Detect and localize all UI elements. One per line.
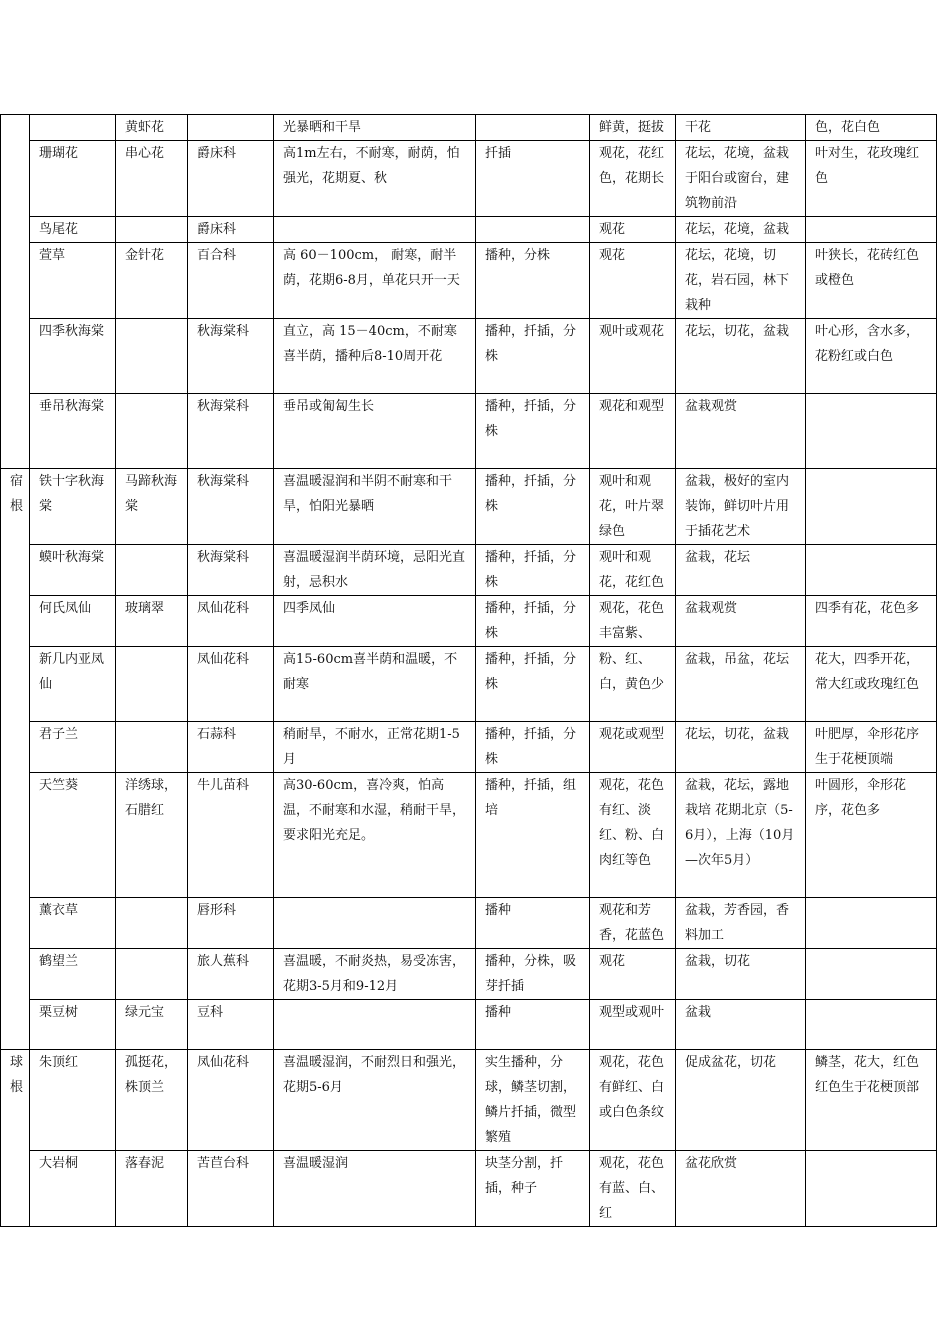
propagation-cell: 播种，扦插，组培: [476, 773, 590, 898]
table-row: [1, 394, 937, 469]
table-row: [1, 469, 937, 545]
habit-cell: 喜温暖，不耐炎热，易受冻害，花期3-5月和9-12月: [274, 949, 476, 1000]
plant-name-cell: 鸟尾花: [30, 217, 116, 243]
table-row: [1, 1050, 937, 1151]
propagation-cell: [476, 115, 590, 141]
family-cell: 秋海棠科: [188, 469, 274, 545]
ornamental-value-cell: 观花，花色有鲜红、白或白色条纹: [590, 1050, 676, 1151]
use-cell: 花坛，切花，盆栽: [676, 722, 806, 773]
habit-cell: 高15-60cm喜半荫和温暖，不耐寒: [274, 647, 476, 722]
ornamental-value-cell: 观花和观型: [590, 394, 676, 469]
propagation-cell: 块茎分割，扦插，种子: [476, 1151, 590, 1227]
features-cell: 色，花白色: [806, 115, 937, 141]
family-cell: 凤仙花科: [188, 596, 274, 647]
table-row: [1, 1151, 937, 1227]
habit-cell: [274, 217, 476, 243]
family-cell: 唇形科: [188, 898, 274, 949]
features-cell: [806, 394, 937, 469]
alias-cell: 孤挺花，株顶兰: [116, 1050, 188, 1151]
table-row: [1, 545, 937, 596]
table-row: [1, 596, 937, 647]
alias-cell: 马蹄秋海棠: [116, 469, 188, 545]
table-row: [1, 115, 937, 141]
habit-cell: 喜温暖湿润，不耐烈日和强光，花期5-6月: [274, 1050, 476, 1151]
plant-name-cell: 蟆叶秋海棠: [30, 545, 116, 596]
plant-name-cell: 天竺葵: [30, 773, 116, 898]
propagation-cell: 播种: [476, 898, 590, 949]
alias-cell: 绿元宝: [116, 1000, 188, 1050]
family-cell: 百合科: [188, 243, 274, 319]
habit-cell: 光暴晒和干旱: [274, 115, 476, 141]
propagation-cell: 播种，分株，吸芽扦插: [476, 949, 590, 1000]
propagation-cell: 扦插: [476, 141, 590, 217]
features-cell: [806, 1151, 937, 1227]
ornamental-value-cell: 观花，花色有红、淡红、粉、白肉红等色: [590, 773, 676, 898]
use-cell: 盆栽，花坛: [676, 545, 806, 596]
alias-cell: [116, 319, 188, 394]
use-cell: 花坛，花境，切花，岩石园，林下栽种: [676, 243, 806, 319]
group-cell: 宿根: [1, 469, 30, 1050]
ornamental-value-cell: 观花或观型: [590, 722, 676, 773]
habit-cell: 高 60－100cm， 耐寒，耐半荫，花期6-8月，单花只开一天: [274, 243, 476, 319]
habit-cell: 高30-60cm，喜冷爽，怕高温，不耐寒和水湿，稍耐干旱，要求阳光充足。: [274, 773, 476, 898]
ornamental-value-cell: 观叶和观花，花红色: [590, 545, 676, 596]
features-cell: [806, 1000, 937, 1050]
alias-cell: 金针花: [116, 243, 188, 319]
plant-name-cell: 君子兰: [30, 722, 116, 773]
use-cell: 盆栽，吊盆，花坛: [676, 647, 806, 722]
ornamental-value-cell: 粉、红、白，黄色少: [590, 647, 676, 722]
table-row: [1, 1000, 937, 1050]
alias-cell: 洋绣球，石腊红: [116, 773, 188, 898]
features-cell: 叶肥厚，伞形花序生于花梗顶端: [806, 722, 937, 773]
ornamental-value-cell: 观花: [590, 949, 676, 1000]
family-cell: 豆科: [188, 1000, 274, 1050]
plant-name-cell: 朱顶红: [30, 1050, 116, 1151]
plant-name-cell: 萱草: [30, 243, 116, 319]
features-cell: 四季有花，花色多: [806, 596, 937, 647]
use-cell: 盆栽，极好的室内装饰，鲜切叶片用于插花艺术: [676, 469, 806, 545]
table-row: [1, 217, 937, 243]
family-cell: 牛儿苗科: [188, 773, 274, 898]
use-cell: 花坛，切花，盆栽: [676, 319, 806, 394]
alias-cell: 落春泥: [116, 1151, 188, 1227]
alias-cell: 串心花: [116, 141, 188, 217]
ornamental-value-cell: 观花，花红色，花期长: [590, 141, 676, 217]
use-cell: 盆栽: [676, 1000, 806, 1050]
features-cell: [806, 469, 937, 545]
propagation-cell: 实生播种，分球，鳞茎切割，鳞片扦插，微型繁殖: [476, 1050, 590, 1151]
family-cell: 爵床科: [188, 217, 274, 243]
use-cell: 盆栽观赏: [676, 394, 806, 469]
plant-name-cell: 垂吊秋海棠: [30, 394, 116, 469]
features-cell: 叶对生，花玫瑰红色: [806, 141, 937, 217]
table-row: [1, 898, 937, 949]
alias-cell: [116, 217, 188, 243]
alias-cell: 黄虾花: [116, 115, 188, 141]
propagation-cell: [476, 217, 590, 243]
propagation-cell: 播种，扦插，分株: [476, 469, 590, 545]
use-cell: 促成盆花，切花: [676, 1050, 806, 1151]
group-cell: 球根: [1, 1050, 30, 1227]
ornamental-value-cell: 观型或观叶: [590, 1000, 676, 1050]
habit-cell: 高1m左右，不耐寒，耐荫，怕强光，花期夏、秋: [274, 141, 476, 217]
table-row: [1, 141, 937, 217]
plant-name-cell: 铁十字秋海棠: [30, 469, 116, 545]
habit-cell: 喜温暖湿润和半阴不耐寒和干旱，怕阳光暴晒: [274, 469, 476, 545]
propagation-cell: 播种: [476, 1000, 590, 1050]
plant-name-cell: 大岩桐: [30, 1151, 116, 1227]
habit-cell: 稍耐旱，不耐水，正常花期1-5月: [274, 722, 476, 773]
family-cell: [188, 115, 274, 141]
table-row: [1, 722, 937, 773]
habit-cell: 喜温暖湿润半荫环境，忌阳光直射，忌积水: [274, 545, 476, 596]
alias-cell: [116, 394, 188, 469]
table-row: [1, 319, 937, 394]
propagation-cell: 播种，扦插，分株: [476, 722, 590, 773]
alias-cell: [116, 545, 188, 596]
use-cell: 盆花欣赏: [676, 1151, 806, 1227]
habit-cell: 四季凤仙: [274, 596, 476, 647]
features-cell: [806, 217, 937, 243]
plant-name-cell: 珊瑚花: [30, 141, 116, 217]
habit-cell: 垂吊或匍匐生长: [274, 394, 476, 469]
features-cell: [806, 545, 937, 596]
table-row: [1, 773, 937, 898]
propagation-cell: 播种，扦插，分株: [476, 319, 590, 394]
features-cell: 叶狭长，花砖红色或橙色: [806, 243, 937, 319]
features-cell: 叶心形，含水多，花粉红或白色: [806, 319, 937, 394]
plant-table: [0, 114, 937, 1227]
plant-name-cell: 四季秋海棠: [30, 319, 116, 394]
use-cell: 花坛，花境，盆栽: [676, 217, 806, 243]
ornamental-value-cell: 观花: [590, 217, 676, 243]
family-cell: 秋海棠科: [188, 319, 274, 394]
habit-cell: 直立，高 15－40cm，不耐寒喜半荫，播种后8-10周开花: [274, 319, 476, 394]
table-row: [1, 243, 937, 319]
family-cell: 凤仙花科: [188, 1050, 274, 1151]
plant-name-cell: 薰衣草: [30, 898, 116, 949]
use-cell: 盆栽，芳香园，香料加工: [676, 898, 806, 949]
use-cell: 花坛，花境，盆栽于阳台或窗台，建筑物前沿: [676, 141, 806, 217]
propagation-cell: 播种，扦插，分株: [476, 647, 590, 722]
use-cell: 盆栽观赏: [676, 596, 806, 647]
alias-cell: [116, 722, 188, 773]
ornamental-value-cell: 观花和芳香，花蓝色: [590, 898, 676, 949]
propagation-cell: 播种，扦插，分株: [476, 596, 590, 647]
ornamental-value-cell: 观花: [590, 243, 676, 319]
use-cell: 干花: [676, 115, 806, 141]
table-row: [1, 949, 937, 1000]
alias-cell: [116, 898, 188, 949]
use-cell: 盆栽，花坛，露地栽培 花期北京（5-6月），上海（10月—次年5月）: [676, 773, 806, 898]
group-cell: [1, 115, 30, 469]
plant-name-cell: 何氏凤仙: [30, 596, 116, 647]
ornamental-value-cell: 观叶和观花，叶片翠绿色: [590, 469, 676, 545]
features-cell: [806, 949, 937, 1000]
alias-cell: [116, 949, 188, 1000]
table-row: [1, 647, 937, 722]
ornamental-value-cell: 观叶或观花: [590, 319, 676, 394]
features-cell: 叶圆形，伞形花序，花色多: [806, 773, 937, 898]
alias-cell: [116, 647, 188, 722]
ornamental-value-cell: 鲜黄，挺拔: [590, 115, 676, 141]
family-cell: 秋海棠科: [188, 545, 274, 596]
propagation-cell: 播种，扦插，分株: [476, 545, 590, 596]
habit-cell: [274, 898, 476, 949]
family-cell: 旅人蕉科: [188, 949, 274, 1000]
propagation-cell: 播种，扦插，分株: [476, 394, 590, 469]
propagation-cell: 播种，分株: [476, 243, 590, 319]
features-cell: 花大，四季开花，常大红或玫瑰红色: [806, 647, 937, 722]
family-cell: 凤仙花科: [188, 647, 274, 722]
plant-name-cell: 新几内亚凤仙: [30, 647, 116, 722]
family-cell: 秋海棠科: [188, 394, 274, 469]
habit-cell: [274, 1000, 476, 1050]
family-cell: 石蒜科: [188, 722, 274, 773]
plant-name-cell: 栗豆树: [30, 1000, 116, 1050]
family-cell: 苦苣台科: [188, 1151, 274, 1227]
features-cell: [806, 898, 937, 949]
ornamental-value-cell: 观花，花色丰富紫、: [590, 596, 676, 647]
features-cell: 鳞茎，花大，红色红色生于花梗顶部: [806, 1050, 937, 1151]
habit-cell: 喜温暖湿润: [274, 1151, 476, 1227]
ornamental-value-cell: 观花，花色有蓝、白、红: [590, 1151, 676, 1227]
family-cell: 爵床科: [188, 141, 274, 217]
plant-name-cell: [30, 115, 116, 141]
use-cell: 盆栽，切花: [676, 949, 806, 1000]
alias-cell: 玻璃翠: [116, 596, 188, 647]
plant-name-cell: 鹤望兰: [30, 949, 116, 1000]
